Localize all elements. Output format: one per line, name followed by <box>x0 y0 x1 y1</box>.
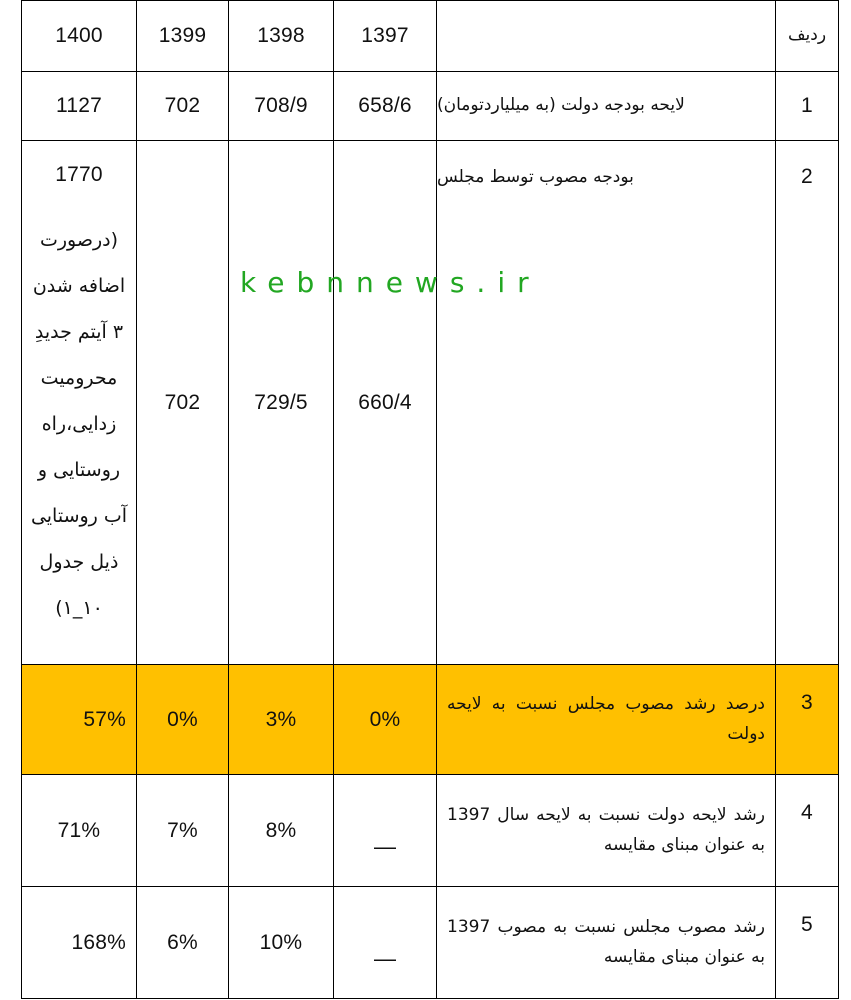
row-5-description-text: رشد مصوب مجلس نسبت به مصوب 1397 به عنوان مبنای مقایسه <box>447 916 765 967</box>
row-5-value-1397 <box>334 887 436 998</box>
row-4-dash: — <box>374 834 396 859</box>
row-4-value-1398: 8% <box>265 818 297 842</box>
row-3-value-1399: 0% <box>167 707 198 731</box>
row-5-value-1400 <box>22 887 136 998</box>
row-2-value-1399: 702 <box>164 390 201 414</box>
row-2-value-1398: 729/5 <box>254 390 308 414</box>
table-border-bottom <box>21 998 838 999</box>
row-4-description <box>437 775 775 886</box>
row-1-value-1400: 1127 <box>56 94 102 117</box>
header-year-1397: 1397 <box>361 24 409 47</box>
row-5-description <box>437 887 775 998</box>
row-2-value-1400 <box>22 141 136 664</box>
row-4-description-text: رشد لایحه دولت نسبت به لایحه سال 1397 به عنوان مبنای مقایسه <box>447 804 765 855</box>
row-1-index: 1 <box>801 94 813 117</box>
row-1-value-1397: 658/6 <box>358 94 412 117</box>
row-2-value-1400-number: 1770 <box>55 163 103 186</box>
row-5-value-1398: 10% <box>259 930 303 954</box>
row-3-description-text: درصد رشد مصوب مجلس نسبت به لایحه دولت <box>447 693 765 744</box>
row-4-value-1400: 71% <box>57 818 101 842</box>
row-2-index <box>776 141 838 664</box>
row-3-value-1400-text: 57% <box>83 707 126 731</box>
watermark: kebnnews.ir <box>240 266 541 299</box>
row-3-description <box>437 665 775 774</box>
row-1-value-1399: 702 <box>164 94 201 117</box>
col-divider <box>838 0 839 999</box>
row-5-value-1399: 6% <box>167 930 198 954</box>
row-4-value-1399: 7% <box>167 818 198 842</box>
row-3-value-1400 <box>22 665 136 774</box>
row-1-description: لایحه بودجه دولت (به میلیاردتومان) <box>437 95 685 116</box>
row-5-value-1400-text: 168% <box>71 930 126 954</box>
row-2-index-text: 2 <box>801 165 813 188</box>
row-3-index: 3 <box>801 691 813 714</box>
row-5-index: 5 <box>801 913 813 936</box>
row-4-value-1397 <box>334 775 436 886</box>
header-row-number: ردیف <box>787 25 827 46</box>
row-2-value-1397: 660/4 <box>358 390 412 414</box>
row-3-value-1398: 3% <box>265 707 297 731</box>
row-2-footnote: (درصورت اضافه شدن ۳ آیتم جدیدِ محرومیت زدایی،راه روستایی و آب روستایی ذیل جدول ۱۰_۱) <box>30 229 128 619</box>
header-year-1398: 1398 <box>257 24 305 47</box>
row-5-dash: — <box>374 946 396 971</box>
header-year-1399: 1399 <box>158 24 207 47</box>
header-description <box>437 1 775 71</box>
row-1-value-1398: 708/9 <box>254 94 308 117</box>
row-4-index: 4 <box>801 801 813 824</box>
header-year-1400: 1400 <box>55 24 103 47</box>
row-2-description: بودجه مصوب توسط مجلس <box>437 167 634 187</box>
row-3-value-1397: 0% <box>369 707 401 731</box>
